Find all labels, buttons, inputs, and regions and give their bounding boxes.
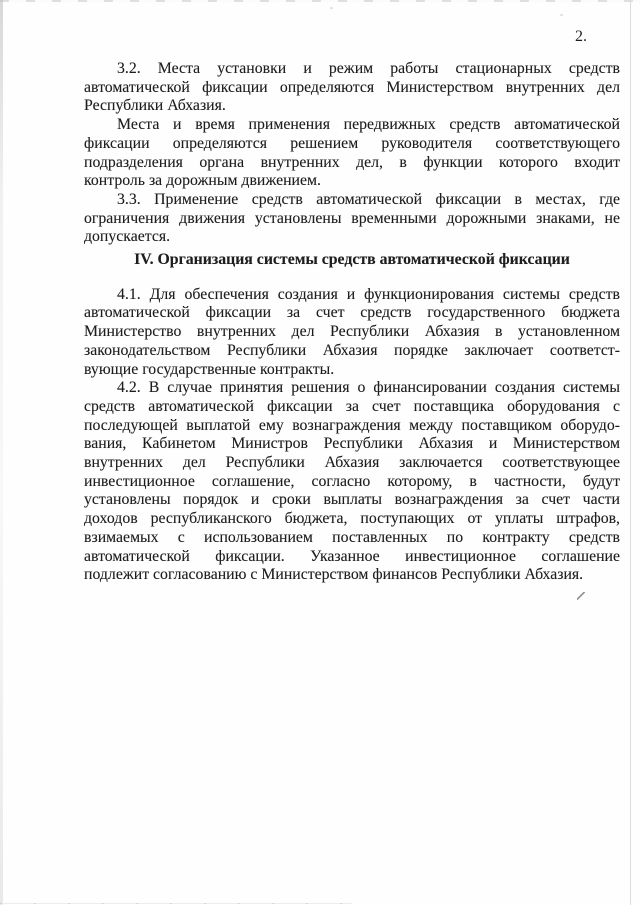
paragraph-3-2 <box>84 60 620 116</box>
paragraph-mobile-means <box>84 116 620 191</box>
text-line: последующей выплатой ему вознаграждения между поставщиком оборудо- <box>84 416 620 434</box>
text-line: законодательством Республики Абхазия порядке заключает соответст- <box>84 341 620 359</box>
text-line: вания, Кабинетом Министров Республики Абхазия и Министерством <box>84 435 620 453</box>
text-line: Министерство внутренних дел Республики Абхазия в установленном <box>84 323 620 341</box>
text-line: 3.2. Места установки и режим работы стационарных средств <box>117 60 620 77</box>
text-line: контроль за дорожным движением. <box>84 172 321 190</box>
scan-edge-left <box>0 0 3 905</box>
scan-speck-dot <box>330 7 333 9</box>
page-number: 2. <box>575 28 587 45</box>
text-line: взимаемых с использованием поставленных по контракту средств <box>84 528 620 546</box>
text-line: подлежит согласованию с Министерством финансов Республики Абхазия. <box>84 566 584 584</box>
text-line: автоматической фиксации определяются Министерством внутренних дел <box>84 78 620 96</box>
scan-speckle-mark <box>577 592 585 600</box>
text-line: фиксации определяются решением руководителя соответствующего <box>84 134 620 152</box>
text-line: 3.3. Применение средств автоматической фиксации в местах, где <box>117 190 620 208</box>
scan-edge-top <box>0 0 640 2</box>
scan-edge-right <box>630 0 631 905</box>
paragraph-4-1 <box>84 286 620 380</box>
text-line: допускается. <box>84 228 171 246</box>
paragraph-4-2 <box>84 379 620 585</box>
text-line: установлены порядок и сроки выплаты вознаграждения за счет части <box>84 491 620 509</box>
text-line: подразделения органа внутренних дел, в функции которого входит <box>84 153 620 171</box>
text-line: внутренних дел Республики Абхазия заключается соответствующее <box>84 454 620 472</box>
paragraph-3-3 <box>84 191 620 247</box>
text-line: Места и время применения передвижных средств автоматической <box>117 116 620 134</box>
scan-edge-bottom <box>0 903 352 904</box>
text-line: 4.2. В случае принятия решения о финансировании создания системы <box>117 379 620 397</box>
text-line: средств автоматической фиксации за счет поставщика оборудования с <box>84 397 620 415</box>
text-line: ограничения движения установлены временными дорожными знаками, не <box>84 209 620 227</box>
text-line: вующие государственные контракты. <box>84 360 335 378</box>
text-line: 4.1. Для обеспечения создания и функционирования системы средств <box>117 285 620 303</box>
text-line: инвестиционное соглашение, согласно которому, в частности, будут <box>84 472 620 490</box>
text-line: автоматической фиксации. Указанное инвестиционное соглашение <box>84 547 620 565</box>
text-line: автоматической фиксации за счет средств государственного бюджета <box>84 304 620 322</box>
text-line: доходов республиканского бюджета, поступающих от уплаты штрафов, <box>84 510 620 528</box>
scan-speck-dot <box>560 14 563 16</box>
document-body <box>84 60 620 585</box>
section-heading-iv: IV. Организация системы средств автоматической фиксации <box>134 251 570 269</box>
text-line: Республики Абхазия. <box>84 97 226 115</box>
